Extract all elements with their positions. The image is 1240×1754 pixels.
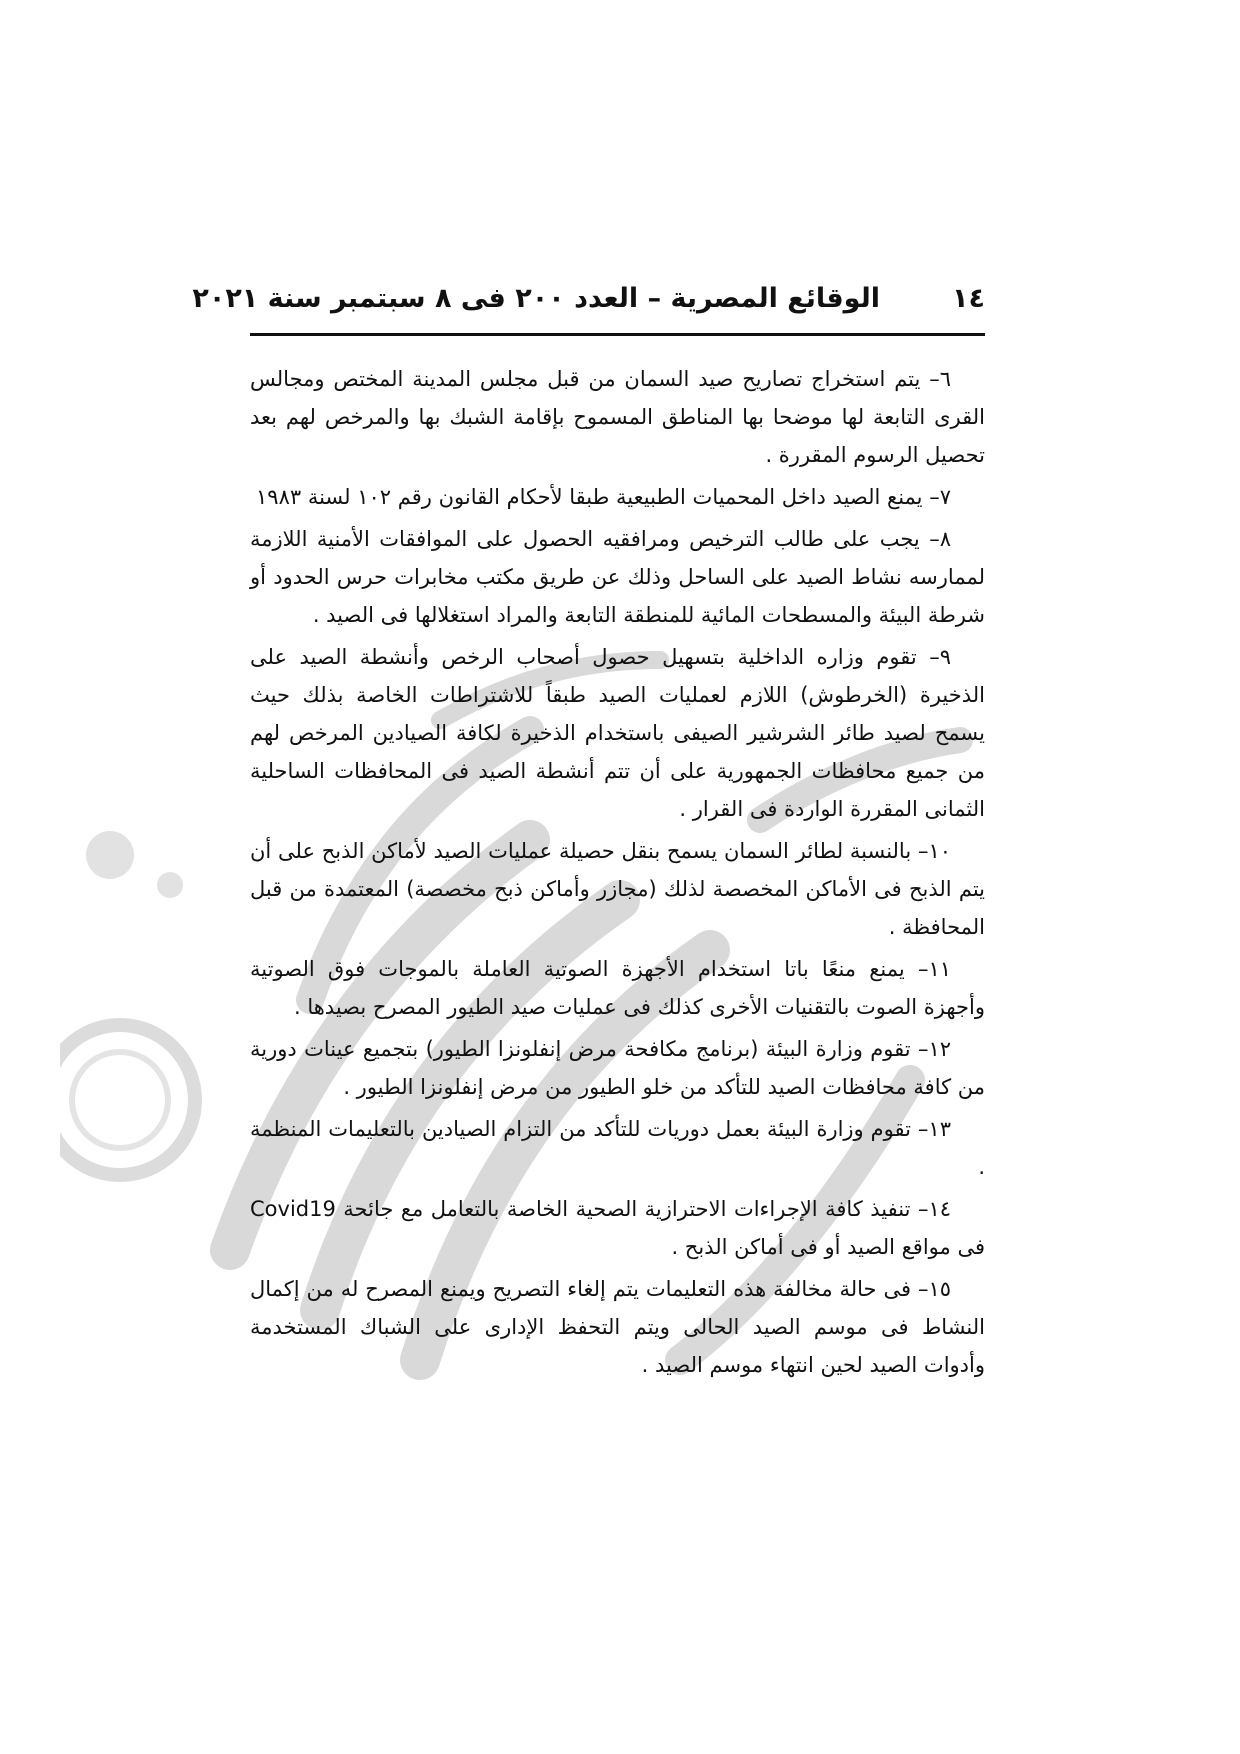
- clause-number: ٩–: [929, 645, 951, 669]
- clause-text: يتم استخراج تصاريح صيد السمان من قبل مجلس المدينة المختص ومجالس القرى التابعة لها موضحا بها المناطق المسموح بإقامة الشبك بها والمرخص لهم بعد تحصيل الرسوم المقررة .: [250, 367, 985, 467]
- clause-text: يمنع منعًا باتا استخدام الأجهزة الصوتية العاملة بالموجات فوق الصوتية وأجهزة الصوت بالتقنيات الأخرى كذلك فى عمليات صيد الطيور المصرح بصيدها .: [250, 957, 985, 1019]
- clause-15: [250, 1270, 985, 1384]
- clause-12: [250, 1030, 985, 1106]
- clause-number: ٨–: [929, 527, 951, 551]
- clause-14: [250, 1190, 985, 1266]
- clause-8: [250, 520, 985, 634]
- clause-13: [250, 1110, 985, 1186]
- header-divider: [250, 333, 985, 336]
- clause-text: يجب على طالب الترخيص ومرافقيه الحصول على الموافقات الأمنية اللازمة لممارسه نشاط الصيد على الساحل وذلك عن طريق مكتب مخابرات حرس الحدود أو شرطة البيئة والمسطحات المائية للمنطقة التابعة والمراد استغلالها فى الصيد .: [250, 527, 985, 627]
- clause-text: يمنع الصيد داخل المحميات الطبيعية طبقا لأحكام القانون رقم ١٠٢ لسنة ١٩٨٣: [256, 485, 923, 509]
- clause-text: تنفيذ كافة الإجراءات الاحترازية الصحية الخاصة بالتعامل مع جائحة Covid19 فى مواقع الصيد أو فى أماكن الذبح .: [250, 1197, 985, 1259]
- page-header: [192, 283, 985, 329]
- clause-number: ٧–: [929, 485, 951, 509]
- clause-10: [250, 832, 985, 946]
- document-body: [250, 360, 985, 1388]
- clause-text: بالنسبة لطائر السمان يسمح بنقل حصيلة عمليات الصيد لأماكن الذبح على أن يتم الذبح فى الأماكن المخصصة لذلك (مجازر وأماكن ذبح مخصصة) المعتمدة من قبل المحافظة .: [250, 839, 985, 939]
- clause-number: ٦–: [929, 367, 951, 391]
- clause-number: ١١–: [917, 957, 951, 981]
- clause-text: تقوم وزارة البيئة (برنامج مكافحة مرض إنفلونزا الطيور) بتجميع عينات دورية من كافة محافظات الصيد للتأكد من خلو الطيور من مرض إنفلونزا الطيور .: [250, 1037, 985, 1099]
- clause-text: تقوم وزارة البيئة بعمل دوريات للتأكد من التزام الصيادين بالتعليمات المنظمة .: [250, 1117, 985, 1179]
- clause-number: ١٣–: [917, 1117, 951, 1141]
- clause-text: تقوم وزاره الداخلية بتسهيل حصول أصحاب الرخص وأنشطة الصيد على الذخيرة (الخرطوش) اللازم لعمليات الصيد طبقاً للاشتراطات الخاصة بذلك حيث يسمح لصيد طائر الشرشير الصيفى باستخدام الذخيرة لكافة الصيادين المرخص لهم من جميع محافظات الجمهورية على أن تتم أنشطة الصيد فى المحافظات الساحلية الثمانى المقررة الواردة فى القرار .: [250, 645, 985, 821]
- clause-number: ١٤–: [917, 1197, 951, 1221]
- clause-text: فى حالة مخالفة هذه التعليمات يتم إلغاء التصريح ويمنع المصرح له من إكمال النشاط فى موسم الصيد الحالى ويتم التحفظ الإدارى على الشباك المستخدمة وأدوات الصيد لحين انتهاء موسم الصيد .: [250, 1277, 985, 1377]
- clause-6: [250, 360, 985, 474]
- clause-11: [250, 950, 985, 1026]
- clause-number: ١٥–: [917, 1277, 951, 1301]
- gazette-title: الوقائع المصرية – العدد ٢٠٠ فى ٨ سبتمبر سنة ٢٠٢١: [192, 283, 880, 314]
- clause-number: ١٢–: [917, 1037, 951, 1061]
- page-number: ١٤: [952, 283, 985, 314]
- clause-9: [250, 638, 985, 828]
- clause-7: [250, 478, 985, 516]
- clause-number: ١٠–: [917, 839, 951, 863]
